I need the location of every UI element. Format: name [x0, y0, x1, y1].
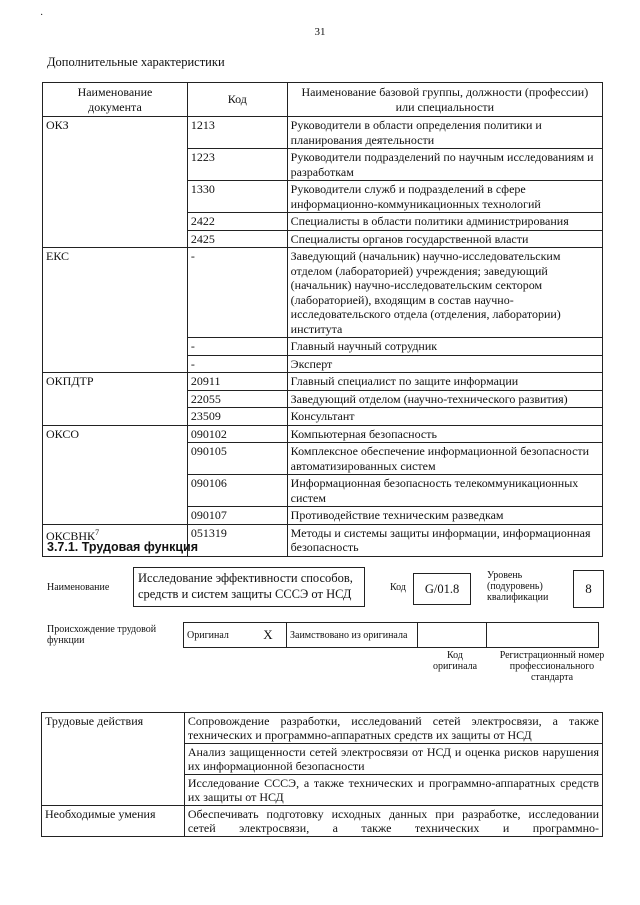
name-cell: Специалисты органов государственной власти	[287, 230, 602, 248]
doc-name: ОКЗ	[46, 118, 69, 132]
name-cell: Методы и системы защиты информации, информационная безопасность	[287, 524, 602, 556]
doc-cell	[43, 507, 188, 525]
doc-cell	[43, 149, 188, 181]
table-row	[43, 338, 603, 356]
corner-mark: ·	[40, 10, 44, 21]
name-label: Наименование	[47, 582, 110, 593]
code-cell: 23509	[187, 408, 287, 426]
table-row	[43, 117, 603, 149]
code-cell: 1223	[187, 149, 287, 181]
table-row	[43, 149, 603, 181]
code-cell: 051319	[187, 524, 287, 556]
header-code: Код	[187, 83, 287, 117]
labor-action-item: Анализ защищенности сетей электросвязи от НСД и оценка рисков нарушения их информационной безопасности	[184, 744, 602, 775]
doc-cell	[43, 443, 188, 475]
code-label: Код	[390, 582, 406, 593]
table-row	[43, 230, 603, 248]
function-code-value: G/01.8	[413, 573, 471, 605]
name-cell: Специалисты в области политики администрирования	[287, 213, 602, 231]
code-cell: 090102	[187, 425, 287, 443]
code-cell: 20911	[187, 373, 287, 391]
doc-name: ОКПДТР	[46, 374, 94, 388]
page-number: 31	[314, 26, 326, 38]
doc-name: ЕКС	[46, 249, 70, 263]
doc-name: ОКСВНК	[46, 528, 96, 543]
table-row	[42, 713, 603, 744]
code-cell: -	[187, 338, 287, 356]
level-value: 8	[573, 570, 604, 608]
reg-number-label: Регистрационный номер профессионального стандарта	[499, 650, 605, 683]
section-title: Дополнительные характеристики	[47, 55, 225, 69]
code-cell: 2425	[187, 230, 287, 248]
original-mark: X	[250, 623, 287, 648]
header-doc: Наименование документа	[43, 83, 188, 117]
footnote-mark: 7	[95, 527, 100, 537]
code-original-label: Код оригинала	[432, 650, 478, 672]
original-label: Оригинал	[184, 623, 251, 648]
skill-item: Обеспечивать подготовку исходных данных при разработке, исследовании сетей электросвязи, а также технических и программно-	[184, 806, 602, 837]
table-row	[43, 248, 603, 338]
function-name-value: Исследование эффективности способов, средств и систем защиты СССЭ от НСД	[133, 567, 365, 607]
doc-cell	[43, 181, 188, 213]
name-cell: Заведующий отделом (научно-технического развития)	[287, 390, 602, 408]
name-cell: Руководители в области определения политики и планирования деятельности	[287, 117, 602, 149]
doc-cell	[43, 475, 188, 507]
code-cell: -	[187, 248, 287, 338]
table-row	[43, 355, 603, 373]
table-row	[43, 443, 603, 475]
name-cell: Руководители служб и подразделений в сфере информационно-коммуникационных технологий	[287, 181, 602, 213]
doc-cell	[43, 408, 188, 426]
table-header-row	[43, 83, 603, 117]
code-cell: 22055	[187, 390, 287, 408]
table-row	[42, 806, 603, 837]
code-cell: 090106	[187, 475, 287, 507]
table-row	[43, 475, 603, 507]
name-cell: Главный специалист по защите информации	[287, 373, 602, 391]
code-cell: 090105	[187, 443, 287, 475]
doc-cell	[43, 338, 188, 356]
code-cell: 2422	[187, 213, 287, 231]
table-row	[43, 373, 603, 391]
name-cell: Компьютерная безопасность	[287, 425, 602, 443]
doc-cell	[43, 373, 188, 391]
table-row	[43, 390, 603, 408]
name-cell: Эксперт	[287, 355, 602, 373]
labor-action-label: Трудовые действия	[42, 713, 185, 806]
header-name: Наименование базовой группы, должности (профессии) или специальности	[287, 83, 602, 117]
function-title: 3.7.1. Трудовая функция	[47, 540, 199, 554]
name-cell: Комплексное обеспечение информационной безопасности автоматизированных систем	[287, 443, 602, 475]
doc-cell	[43, 230, 188, 248]
name-cell: Противодействие техническим разведкам	[287, 507, 602, 525]
actions-table	[41, 712, 603, 837]
doc-cell	[43, 248, 188, 338]
origin-label: Происхождение трудовой функции	[47, 624, 157, 646]
table-row	[43, 425, 603, 443]
characteristics-table	[42, 82, 603, 557]
doc-cell	[43, 355, 188, 373]
code-cell: 1213	[187, 117, 287, 149]
code-cell: 090107	[187, 507, 287, 525]
origin-table	[183, 622, 599, 648]
borrowed-label: Заимствовано из оригинала	[287, 623, 418, 648]
doc-cell	[43, 213, 188, 231]
table-row	[43, 507, 603, 525]
skill-label: Необходимые умения	[42, 806, 185, 837]
doc-cell	[43, 117, 188, 149]
table-row	[43, 213, 603, 231]
name-cell: Руководители подразделений по научным исследованиям и разработкам	[287, 149, 602, 181]
labor-action-item: Сопровождение разработки, исследований сетей электросвязи, а также технических и программно-аппаратных средств их защиты от НСД	[184, 713, 602, 744]
code-cell: -	[187, 355, 287, 373]
code-original-cell	[418, 623, 487, 648]
code-cell: 1330	[187, 181, 287, 213]
table-row	[43, 181, 603, 213]
name-cell: Заведующий (начальник) научно-исследовательским отделом (лабораторией) учреждения; заведующий (начальник) научно-исследовательским сектором (лабораторией), входящим в состав научно-исследовательского отдела (отделения, лаборатории) института	[287, 248, 602, 338]
doc-cell	[43, 390, 188, 408]
level-label: Уровень (подуровень) квалификации	[487, 570, 549, 603]
name-cell: Информационная безопасность телекоммуникационных систем	[287, 475, 602, 507]
table-row	[43, 408, 603, 426]
reg-number-cell	[487, 623, 599, 648]
labor-action-item: Исследование СССЭ, а также технических и программно-аппаратных средств их защиты от НСД	[184, 775, 602, 806]
name-cell: Консультант	[287, 408, 602, 426]
doc-cell	[43, 425, 188, 443]
doc-name: ОКСО	[46, 426, 80, 441]
name-cell: Главный научный сотрудник	[287, 338, 602, 356]
